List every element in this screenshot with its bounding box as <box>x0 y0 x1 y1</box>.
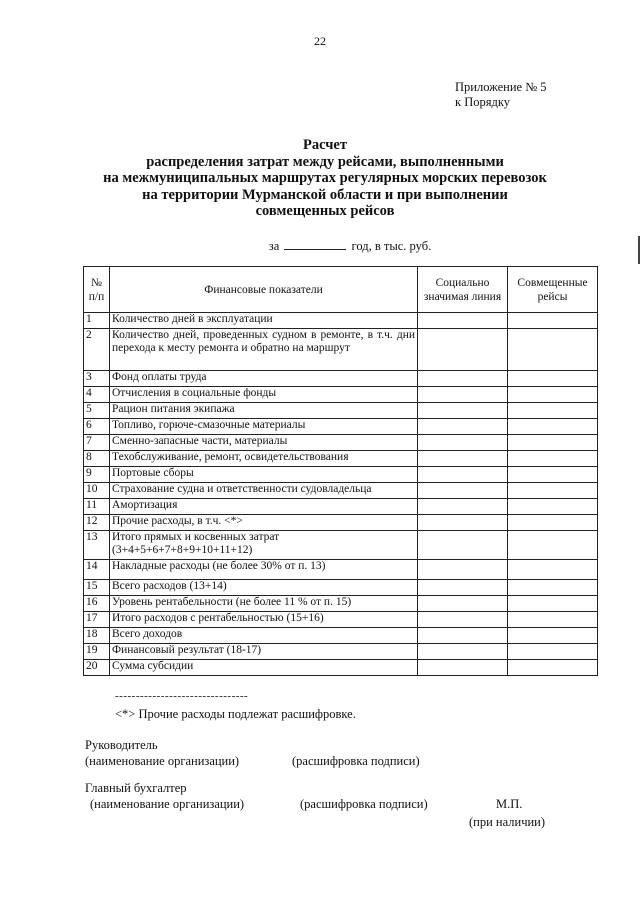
footnote-separator: -------------------------------- <box>115 690 249 702</box>
row-num: 13 <box>84 531 110 560</box>
cell-social <box>418 419 508 435</box>
header-combined: Совмещенные рейсы <box>508 267 598 313</box>
row-num: 15 <box>84 580 110 596</box>
row-label: Итого прямых и косвенных затрат (3+4+5+6+7+8+9+10+11+12) <box>110 531 418 560</box>
cell-social <box>418 531 508 560</box>
row-num: 9 <box>84 467 110 483</box>
row-num: 3 <box>84 371 110 387</box>
row-num: 1 <box>84 313 110 329</box>
cell-combined <box>508 371 598 387</box>
stamp-note: (при наличии) <box>469 815 546 829</box>
accountant-org-caption: (наименование организации) <box>90 797 245 811</box>
row-label: Отчисления в социальные фонды <box>110 387 418 403</box>
title-line-4: на территории Мурманской области и при выполнении <box>142 186 508 203</box>
table-row <box>84 628 598 644</box>
table-row <box>84 467 598 483</box>
cell-combined <box>508 313 598 329</box>
row-label: Уровень рентабельности (не более 11 % от п. 15) <box>110 596 418 612</box>
cell-social <box>418 371 508 387</box>
cell-combined <box>508 560 598 580</box>
cell-combined <box>508 515 598 531</box>
row-label: Топливо, горюче-смазочные материалы <box>110 419 418 435</box>
row-label: Итого расходов с рентабельностью (15+16) <box>110 612 418 628</box>
row-label: Амортизация <box>110 499 418 515</box>
row-num: 11 <box>84 499 110 515</box>
title-line-2: распределения затрат между рейсами, выполненными <box>146 153 504 170</box>
row-label: Фонд оплаты труда <box>110 371 418 387</box>
cell-social <box>418 644 508 660</box>
cell-social <box>418 580 508 596</box>
table-row <box>84 499 598 515</box>
row-label: Количество дней, проведенных судном в ремонте, в т.ч. дни перехода к месту ремонта и обратно на маршрут <box>110 329 418 371</box>
title-line-5: совмещенных рейсов <box>255 203 395 219</box>
row-num: 8 <box>84 451 110 467</box>
row-label: Прочие расходы, в т.ч. <*> <box>110 515 418 531</box>
row-num: 19 <box>84 644 110 660</box>
period-suffix: год, в тыс. руб. <box>351 239 432 253</box>
cell-social <box>418 612 508 628</box>
appendix-line-1: Приложение № 5 <box>455 80 547 94</box>
page-number: 22 <box>314 34 326 48</box>
head-decode-caption: (расшифровка подписи) <box>292 754 420 768</box>
head-org-caption: (наименование организации) <box>85 754 240 768</box>
cell-social <box>418 515 508 531</box>
title-line-3: на межмуниципальных маршрутах регулярных морских перевозок <box>103 170 547 186</box>
cell-social <box>418 435 508 451</box>
table-row <box>84 483 598 499</box>
cell-social <box>418 660 508 676</box>
row-label: Количество дней в эксплуатации <box>110 313 418 329</box>
table-row <box>84 612 598 628</box>
row-label: Всего доходов <box>110 628 418 644</box>
period-line <box>0 238 640 254</box>
row-num: 5 <box>84 403 110 419</box>
row-label: Сменно-запасные части, материалы <box>110 435 418 451</box>
period-blank <box>284 238 346 250</box>
table-row <box>84 435 598 451</box>
cell-combined <box>508 628 598 644</box>
row-num: 6 <box>84 419 110 435</box>
cell-social <box>418 467 508 483</box>
row-num: 14 <box>84 560 110 580</box>
row-label: Страхование судна и ответственности судовладельца <box>110 483 418 499</box>
row-num: 20 <box>84 660 110 676</box>
cell-social <box>418 596 508 612</box>
table-row <box>84 419 598 435</box>
accountant-title: Главный бухгалтер <box>85 781 187 795</box>
table-row <box>84 531 598 560</box>
appendix-line-2: к Порядку <box>455 95 510 109</box>
row-label: Рацион питания экипажа <box>110 403 418 419</box>
table-row <box>84 515 598 531</box>
period-prefix: за <box>268 239 280 253</box>
cell-combined <box>508 467 598 483</box>
row-num: 10 <box>84 483 110 499</box>
stamp-label: М.П. <box>496 797 523 811</box>
row-num: 7 <box>84 435 110 451</box>
table-row <box>84 313 598 329</box>
table-row <box>84 644 598 660</box>
appendix-note <box>455 80 547 110</box>
row-label: Накладные расходы (не более 30% от п. 13) <box>110 560 418 580</box>
cell-social <box>418 628 508 644</box>
header-social: Социально значимая линия <box>418 267 508 313</box>
row-label: Портовые сборы <box>110 467 418 483</box>
cell-social <box>418 313 508 329</box>
cell-social <box>418 329 508 371</box>
cell-combined <box>508 660 598 676</box>
table-row <box>84 580 598 596</box>
financial-table <box>83 266 598 676</box>
accountant-decode-caption: (расшифровка подписи) <box>300 797 428 811</box>
cell-combined <box>508 483 598 499</box>
table-row <box>84 371 598 387</box>
cell-combined <box>508 435 598 451</box>
table-row <box>84 451 598 467</box>
row-num: 17 <box>84 612 110 628</box>
head-title: Руководитель <box>85 738 158 752</box>
row-label: Финансовый результат (18-17) <box>110 644 418 660</box>
row-label: Сумма субсидии <box>110 660 418 676</box>
table-header-row <box>84 267 598 313</box>
cell-combined <box>508 596 598 612</box>
cell-social <box>418 560 508 580</box>
row-num: 16 <box>84 596 110 612</box>
cell-social <box>418 387 508 403</box>
row-num: 2 <box>84 329 110 371</box>
table-row <box>84 387 598 403</box>
table-row <box>84 660 598 676</box>
cell-combined <box>508 329 598 371</box>
cell-combined <box>508 451 598 467</box>
cell-social <box>418 499 508 515</box>
cell-combined <box>508 644 598 660</box>
cell-combined <box>508 387 598 403</box>
row-num: 4 <box>84 387 110 403</box>
cell-social <box>418 451 508 467</box>
footnote-text: <*> Прочие расходы подлежат расшифровке. <box>115 707 356 721</box>
header-indicator: Финансовые показатели <box>110 267 418 313</box>
cell-combined <box>508 531 598 560</box>
cell-combined <box>508 612 598 628</box>
cell-combined <box>508 499 598 515</box>
table-row <box>84 596 598 612</box>
cell-social <box>418 403 508 419</box>
row-num: 12 <box>84 515 110 531</box>
cell-combined <box>508 403 598 419</box>
table-row <box>84 329 598 371</box>
cell-social <box>418 483 508 499</box>
table-row <box>84 403 598 419</box>
row-label: Всего расходов (13+14) <box>110 580 418 596</box>
title-line-1: Расчет <box>303 137 347 153</box>
cell-combined <box>508 580 598 596</box>
header-num: № п/п <box>84 267 110 313</box>
row-label: Техобслуживание, ремонт, освидетельствования <box>110 451 418 467</box>
document-title <box>60 137 590 220</box>
row-num: 18 <box>84 628 110 644</box>
cell-combined <box>508 419 598 435</box>
table-row <box>84 560 598 580</box>
